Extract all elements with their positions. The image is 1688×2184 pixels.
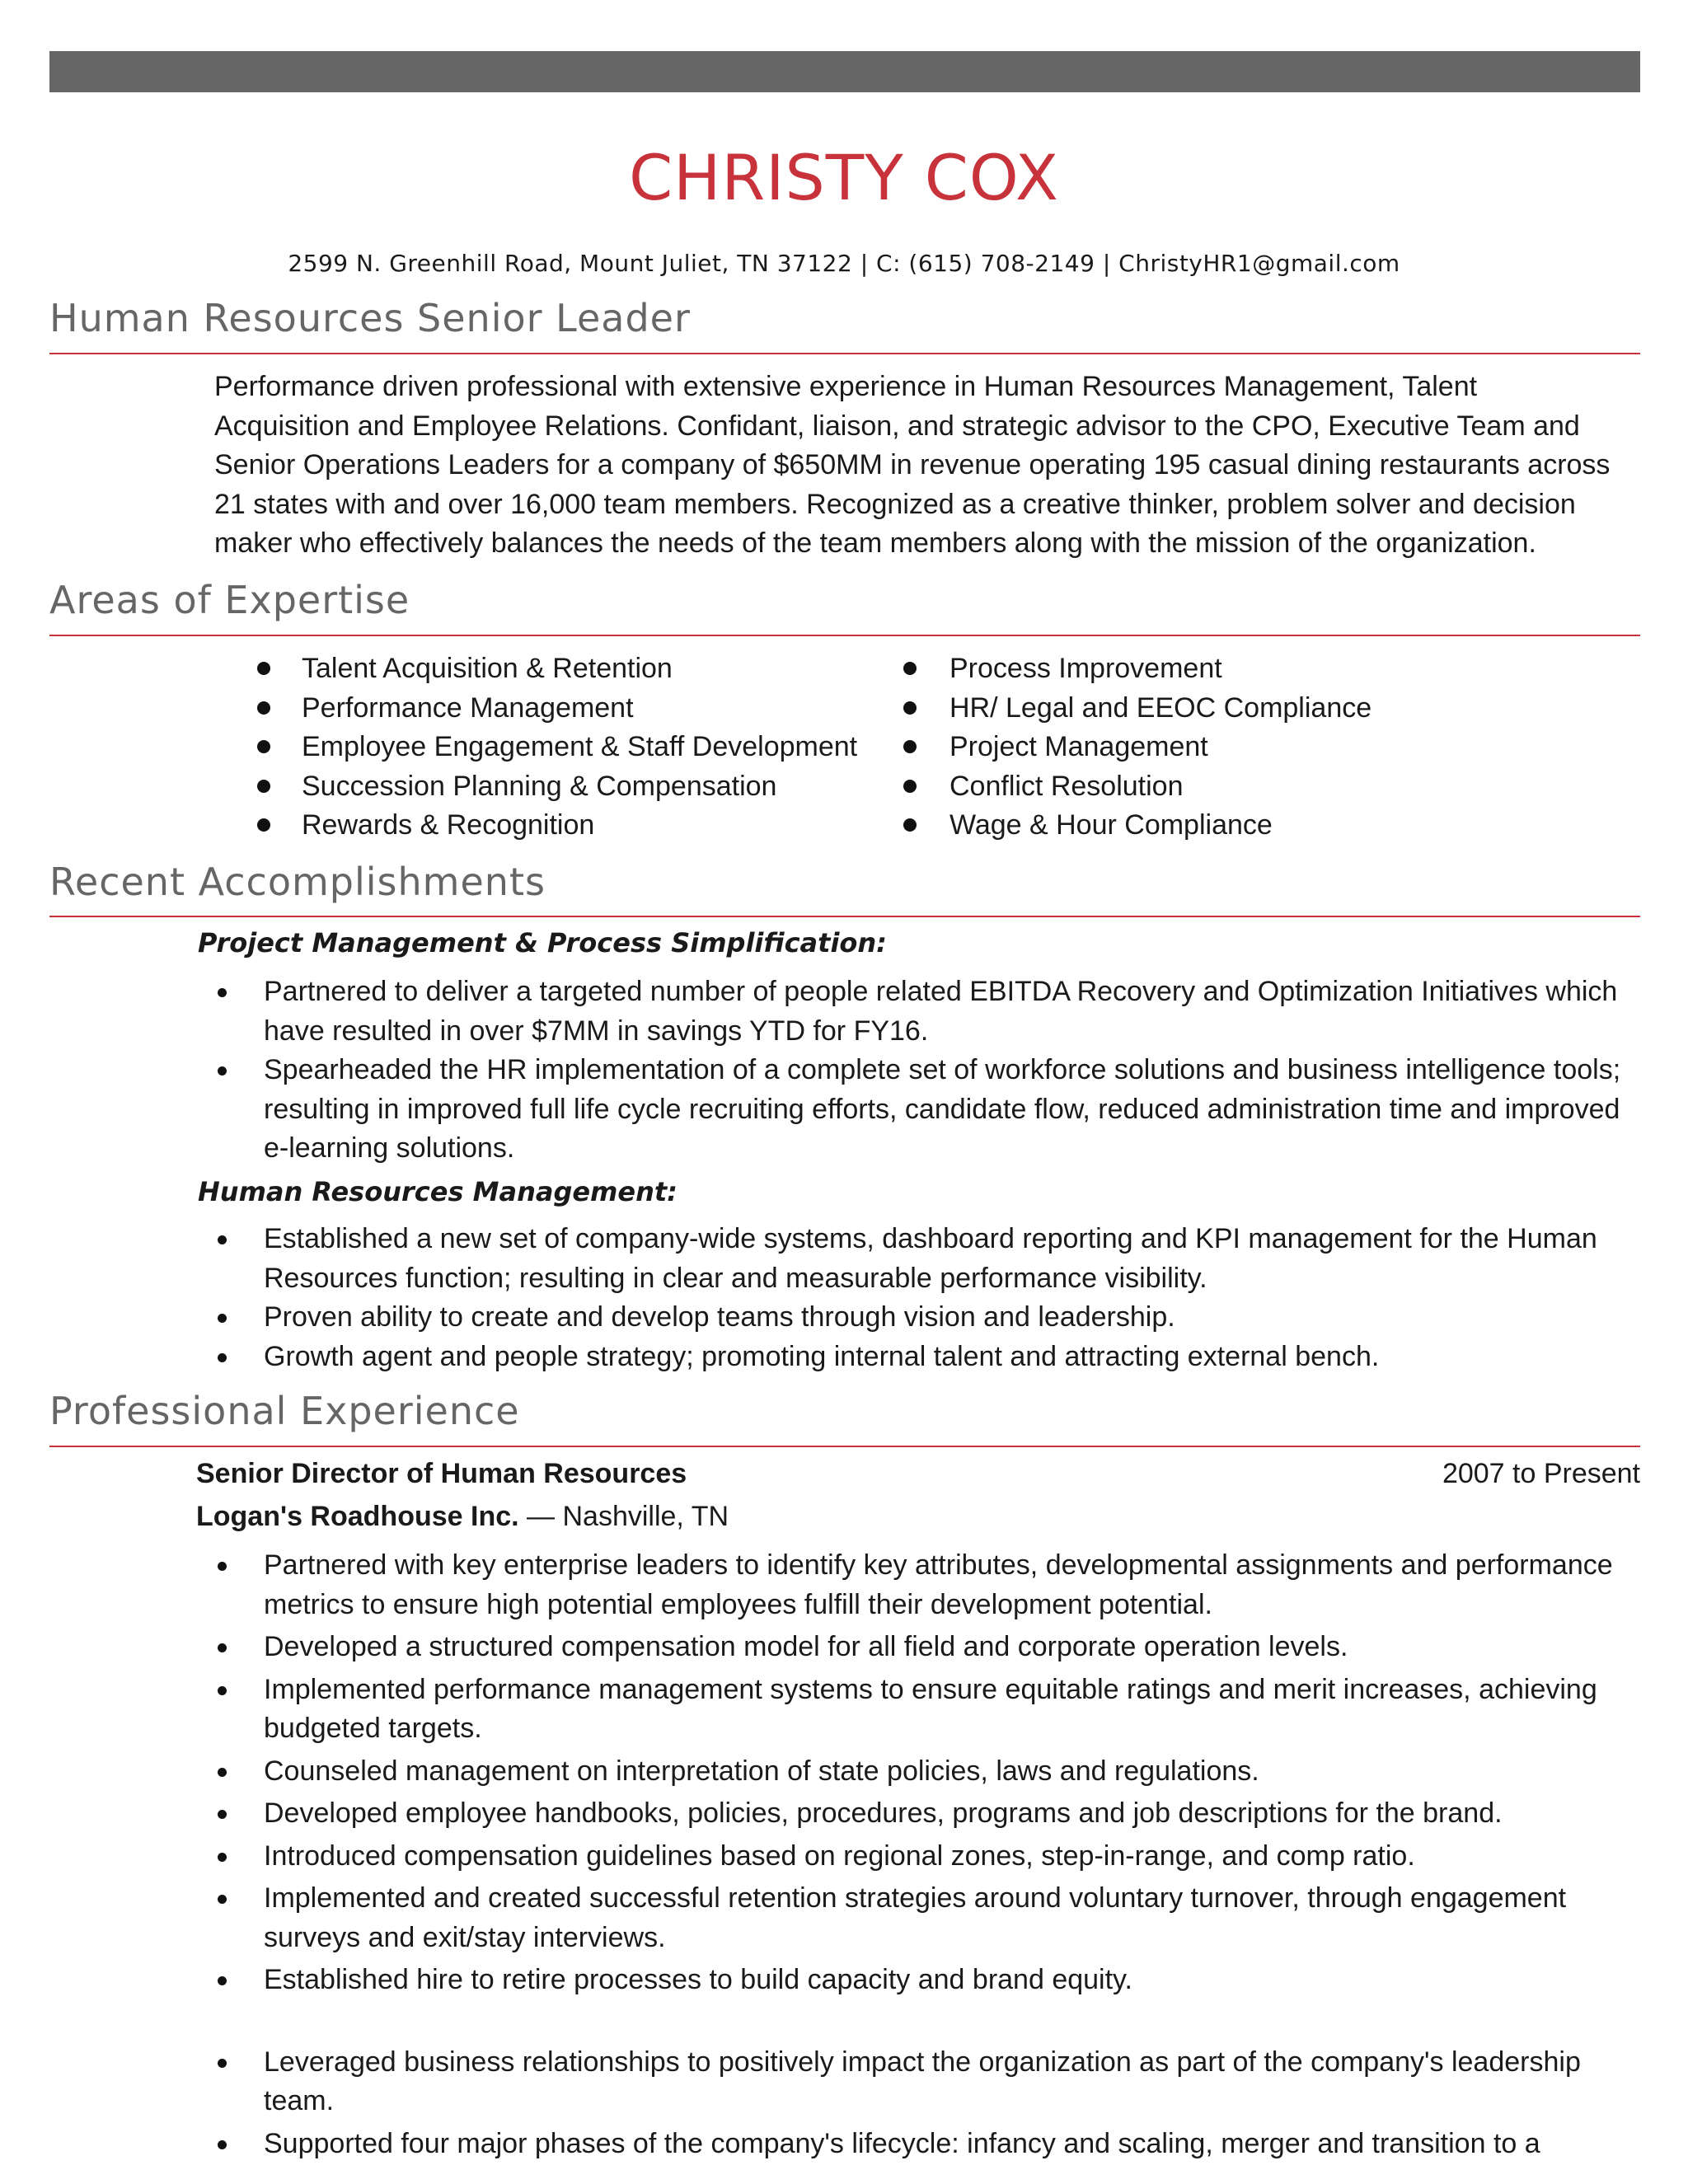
list-item: Implemented and created successful retention strategies around voluntary turnover, through engagement surveys and exit/stay interviews. (214, 1879, 1648, 1957)
bullet-icon (903, 780, 917, 793)
header-bar (49, 51, 1640, 92)
candidate-name: CHRISTY COX (629, 141, 1059, 214)
list-item: HR/ Legal and EEOC Compliance (902, 689, 1561, 729)
bullet-icon (218, 1768, 227, 1777)
list-item: Process Improvement (902, 649, 1561, 689)
list-item: Established a new set of company-wide systems, dashboard reporting and KPI management for the Human Resources function; resulting in clear and measurable performance visibility. (214, 1220, 1648, 1298)
bullet-icon (903, 740, 917, 753)
bullet-icon (257, 780, 270, 793)
list-item: Spearheaded the HR implementation of a complete set of workforce solutions and business intelligence tools; resulting in improved full life cycle recruiting efforts, candidate flow, reduced administration time and improved e-learning solutions. (214, 1051, 1648, 1169)
list-item: Partnered to deliver a targeted number of people related EBITDA Recovery and Optimization Initiatives which have resulted in over $7MM in savings YTD for FY16. (214, 972, 1648, 1051)
bullet-icon (257, 662, 270, 675)
job-duties-list (214, 1546, 1648, 2163)
list-item: Leveraged business relationships to positively impact the organization as part of the company's leadership team. (214, 2043, 1648, 2121)
list-item: Project Management (902, 728, 1561, 767)
list-item: Implemented performance management systems to ensure equitable ratings and merit increases, achieving budgeted targets. (214, 1671, 1648, 1749)
accomplishment-list (214, 972, 1648, 1169)
bullet-icon (218, 1686, 227, 1695)
list-item: Growth agent and people strategy; promoting internal talent and attracting external bench. (214, 1338, 1648, 1377)
list-item: Conflict Resolution (902, 767, 1561, 807)
bullet-icon (218, 1066, 227, 1076)
accomplishment-list (214, 1220, 1648, 1376)
company-name: Logan's Roadhouse Inc. (196, 1501, 519, 1532)
list-item: Developed employee handbooks, policies, procedures, programs and job descriptions for the brand. (214, 1794, 1648, 1834)
expertise-list-right (902, 649, 1561, 846)
contact-line: 2599 N. Greenhill Road, Mount Juliet, TN 37122 | C: (615) 708-2149 | ChristyHR1@gmail.com (288, 250, 1400, 277)
accomplishment-group-title: Project Management & Process Simplification: (198, 927, 887, 958)
section-divider (49, 353, 1640, 354)
bullet-icon (218, 1314, 227, 1323)
bullet-icon (257, 740, 270, 753)
separator: — (527, 1501, 556, 1532)
bullet-icon (218, 1810, 227, 1819)
expertise-list-left (256, 649, 882, 846)
list-item: Employee Engagement & Staff Development (256, 728, 882, 767)
bullet-icon (218, 2140, 227, 2149)
experience-heading: Professional Experience (49, 1389, 520, 1433)
list-item: Developed a structured compensation model for all field and corporate operation levels. (214, 1628, 1648, 1667)
bullet-icon (218, 1643, 227, 1652)
bullet-icon (257, 818, 270, 832)
bullet-icon (218, 1235, 227, 1244)
list-item: Established hire to retire processes to build capacity and brand equity. (214, 1961, 1648, 2000)
list-item: Supported four major phases of the company's lifecycle: infancy and scaling, merger and transition to a (214, 2125, 1648, 2164)
bullet-icon (218, 1895, 227, 1904)
bullet-icon (903, 701, 917, 715)
bullet-icon (257, 701, 270, 715)
section-divider (49, 916, 1640, 917)
bullet-icon (218, 1976, 227, 1985)
list-item: Succession Planning & Compensation (256, 767, 882, 807)
bullet-icon (218, 1853, 227, 1862)
accomplishments-heading: Recent Accomplishments (49, 860, 546, 904)
bullet-icon (218, 1353, 227, 1362)
summary-paragraph: Performance driven professional with extensive experience in Human Resources Management, Talent Acquisition and Employee Relations. Confidant, liaison, and strategic advisor to the CPO, Executive Team and Senior Operations Leaders for a company of $650MM in revenue operating 195 casual dining restaurants across 21 states with and over 16,000 team members. Recognized as a creative thinker, problem solver and decision maker who effectively balances the needs of the team members along with the mission of the organization. (214, 371, 1611, 559)
list-item: Proven ability to create and develop teams through vision and leadership. (214, 1298, 1648, 1338)
list-item: Introduced compensation guidelines based on regional zones, step-in-range, and comp ratio. (214, 1837, 1648, 1877)
bullet-icon (218, 988, 227, 997)
list-item: Talent Acquisition & Retention (256, 649, 882, 689)
expertise-heading: Areas of Expertise (49, 578, 410, 622)
accomplishment-group-title: Human Resources Management: (198, 1176, 678, 1207)
list-item: Partnered with key enterprise leaders to identify key attributes, developmental assignments and performance metrics to ensure high potential employees fulfill their development potential. (214, 1546, 1648, 1624)
job-title: Senior Director of Human Resources (196, 1458, 687, 1489)
job-location: Nashville, TN (562, 1501, 729, 1532)
job-dates: 2007 to Present (1442, 1458, 1640, 1489)
list-item: Performance Management (256, 689, 882, 729)
company-line (196, 1498, 729, 1535)
bullet-icon (218, 1562, 227, 1571)
list-item: Wage & Hour Compliance (902, 806, 1561, 846)
list-item: Counseled management on interpretation of state policies, laws and regulations. (214, 1752, 1648, 1792)
list-item: Rewards & Recognition (256, 806, 882, 846)
section-divider (49, 635, 1640, 636)
bullet-icon (903, 662, 917, 675)
section-divider (49, 1446, 1640, 1447)
summary-heading: Human Resources Senior Leader (49, 296, 691, 340)
bullet-icon (218, 2059, 227, 2068)
bullet-icon (903, 818, 917, 832)
